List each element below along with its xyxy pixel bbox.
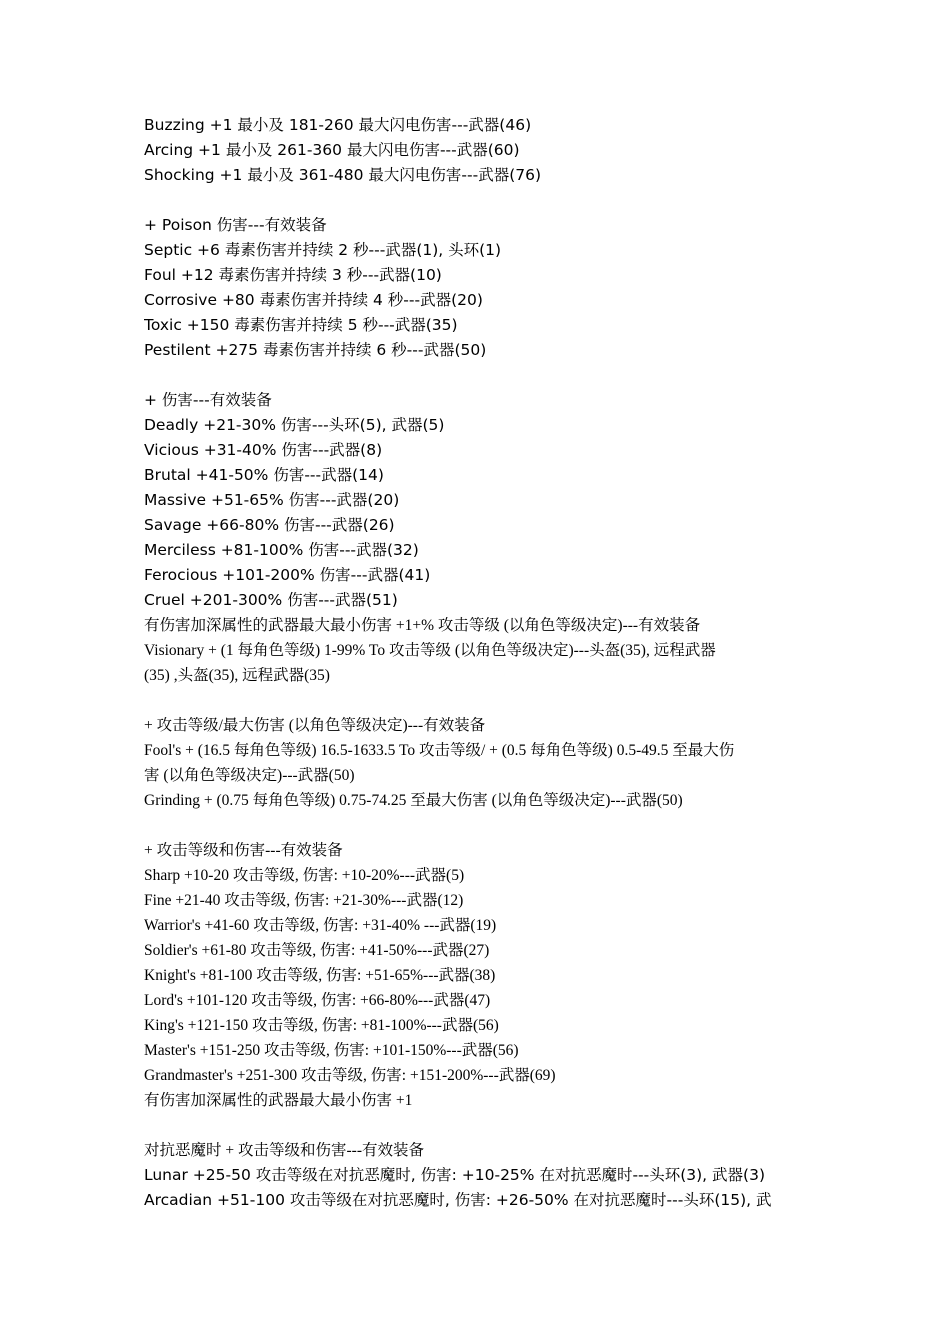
document-page: [144, 113, 814, 1213]
text-line: 有伤害加深属性的武器最大最小伤害 +1: [144, 1092, 413, 1109]
section-heading: + 伤害---有效装备: [144, 391, 272, 409]
text-line: Arcadian +51-100 攻击等级在对抗恶魔时, 伤害: +26-50% 在对抗恶魔时---头环(15), 武: [144, 1191, 772, 1209]
section-heading: 对抗恶魔时 + 攻击等级和伤害---有效装备: [144, 1142, 424, 1159]
text-line: 害 (以角色等级决定)---武器(50): [144, 767, 355, 784]
text-line: Lord's +101-120 攻击等级, 伤害: +66-80%---武器(47): [144, 992, 491, 1009]
text-line: Fine +21-40 攻击等级, 伤害: +21-30%---武器(12): [144, 892, 464, 909]
text-line: Toxic +150 毒素伤害并持续 5 秒---武器(35): [144, 316, 458, 334]
text-line: Cruel +201-300% 伤害---武器(51): [144, 591, 398, 609]
text-line: Visionary + (1 每角色等级) 1-99% To 攻击等级 (以角色等级决定)---头盔(35), 远程武器: [144, 642, 716, 659]
text-line: Corrosive +80 毒素伤害并持续 4 秒---武器(20): [144, 291, 483, 309]
blank-line: [144, 363, 814, 388]
text-line: Savage +66-80% 伤害---武器(26): [144, 516, 395, 534]
text-line: Fool's + (16.5 每角色等级) 16.5-1633.5 To 攻击等级/ + (0.5 每角色等级) 0.5-49.5 至最大伤: [144, 742, 735, 759]
section-heading: + 攻击等级和伤害---有效装备: [144, 842, 343, 859]
text-line: Grinding + (0.75 每角色等级) 0.75-74.25 至最大伤害 (以角色等级决定)---武器(50): [144, 792, 683, 809]
blank-line: [144, 1113, 814, 1138]
text-line: Master's +151-250 攻击等级, 伤害: +101-150%---武器(56): [144, 1042, 519, 1059]
text-line: Foul +12 毒素伤害并持续 3 秒---武器(10): [144, 266, 442, 284]
section-heading: + Poison 伤害---有效装备: [144, 216, 327, 234]
text-line: Merciless +81-100% 伤害---武器(32): [144, 541, 419, 559]
blank-line: [144, 688, 814, 713]
section-heading: + 攻击等级/最大伤害 (以角色等级决定)---有效装备: [144, 717, 486, 734]
text-line: (35) ,头盔(35), 远程武器(35): [144, 667, 330, 684]
text-line: Ferocious +101-200% 伤害---武器(41): [144, 566, 431, 584]
text-line: Sharp +10-20 攻击等级, 伤害: +10-20%---武器(5): [144, 867, 465, 884]
text-line: Lunar +25-50 攻击等级在对抗恶魔时, 伤害: +10-25% 在对抗恶魔时---头环(3), 武器(3): [144, 1166, 765, 1184]
blank-line: [144, 188, 814, 213]
text-line: King's +121-150 攻击等级, 伤害: +81-100%---武器(56): [144, 1017, 499, 1034]
text-line: Pestilent +275 毒素伤害并持续 6 秒---武器(50): [144, 341, 487, 359]
text-line: Deadly +21-30% 伤害---头环(5), 武器(5): [144, 416, 445, 434]
text-line: Massive +51-65% 伤害---武器(20): [144, 491, 400, 509]
text-line: Knight's +81-100 攻击等级, 伤害: +51-65%---武器(38): [144, 967, 496, 984]
text-line: Warrior's +41-60 攻击等级, 伤害: +31-40% ---武器(19): [144, 917, 497, 934]
text-line: Brutal +41-50% 伤害---武器(14): [144, 466, 384, 484]
text-line: Arcing +1 最小及 261-360 最大闪电伤害---武器(60): [144, 141, 520, 159]
text-line: Septic +6 毒素伤害并持续 2 秒---武器(1), 头环(1): [144, 241, 502, 259]
text-line: Grandmaster's +251-300 攻击等级, 伤害: +151-200%---武器(69): [144, 1067, 556, 1084]
text-line: Shocking +1 最小及 361-480 最大闪电伤害---武器(76): [144, 166, 542, 184]
blank-line: [144, 813, 814, 838]
text-line: Vicious +31-40% 伤害---武器(8): [144, 441, 383, 459]
text-line: 有伤害加深属性的武器最大最小伤害 +1+% 攻击等级 (以角色等级决定)---有效装备: [144, 617, 701, 634]
text-line: Soldier's +61-80 攻击等级, 伤害: +41-50%---武器(27): [144, 942, 490, 959]
text-line: Buzzing +1 最小及 181-260 最大闪电伤害---武器(46): [144, 116, 532, 134]
